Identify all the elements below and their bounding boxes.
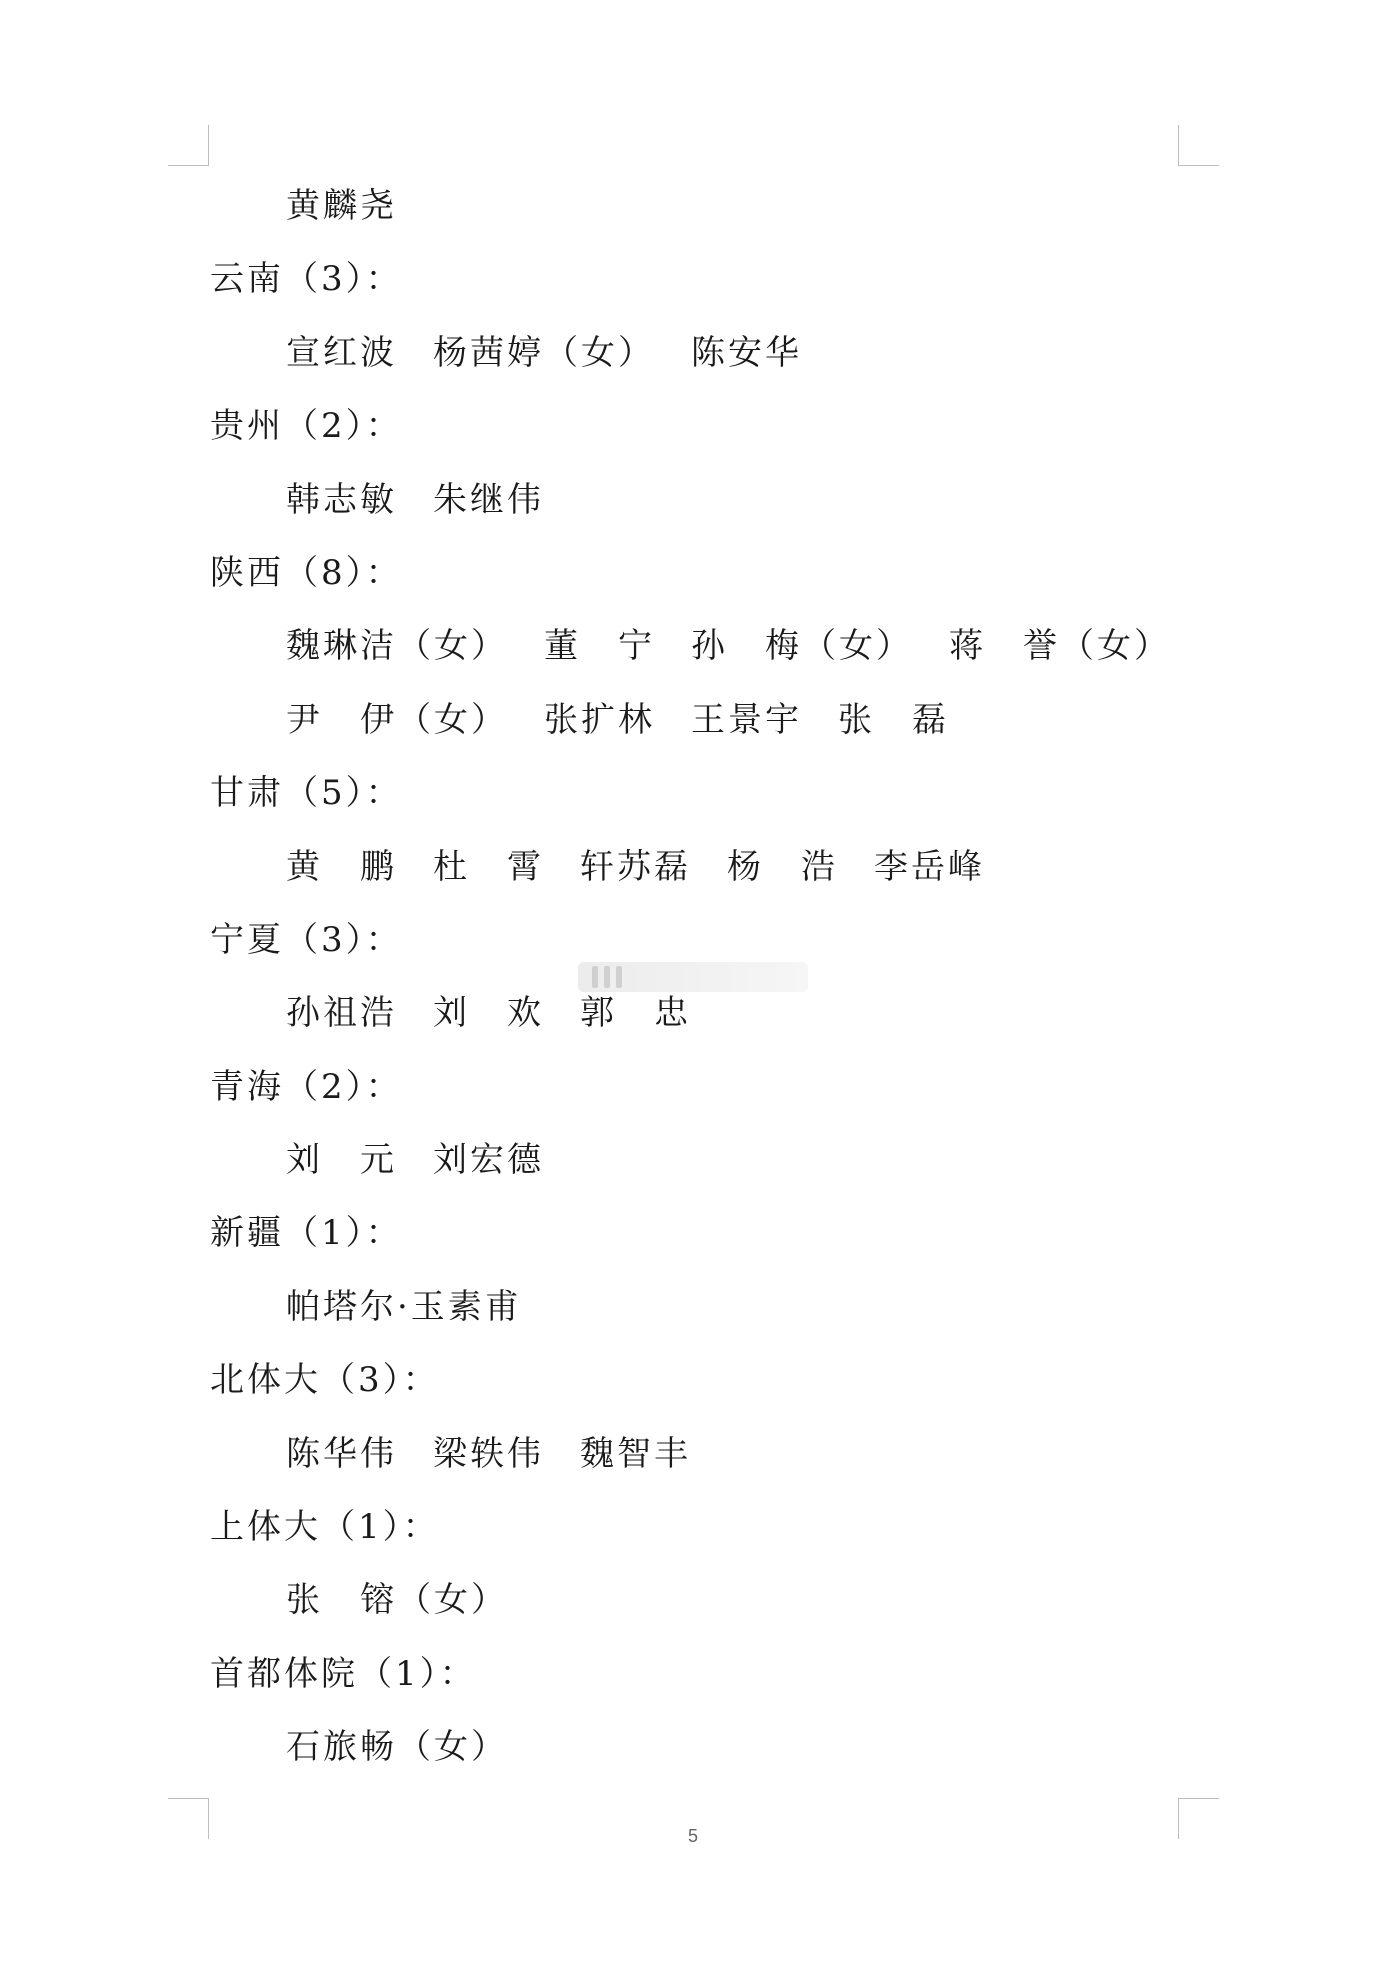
name-row <box>210 1271 1210 1344</box>
name-row <box>210 317 1210 390</box>
section-heading: 北体大（3）： <box>210 1360 440 1401</box>
person-name: 陈安华 <box>691 332 802 373</box>
person-name: 李岳峰 <box>874 846 985 887</box>
section-heading: 新疆（1）： <box>210 1213 403 1254</box>
section-heading: 贵州（2）： <box>210 406 403 447</box>
person-name: 杨 浩 <box>727 846 838 887</box>
person-name: 郭 忠 <box>580 993 691 1034</box>
person-name: 黄麟尧 <box>286 186 397 226</box>
person-name: 魏智丰 <box>580 1433 691 1474</box>
person-name: 张 磊 <box>838 699 949 740</box>
person-name: 轩苏磊 <box>580 846 691 887</box>
section-heading: 首都体院（1）： <box>210 1653 477 1694</box>
person-name: 刘 欢 <box>433 993 544 1034</box>
person-name: 杨茜婷（女） <box>433 332 655 373</box>
name-row <box>210 831 1210 904</box>
crop-mark-top-right <box>1178 125 1219 166</box>
section-heading: 甘肃（5）： <box>210 773 403 814</box>
section-heading: 陕西（8）： <box>210 552 403 593</box>
name-row <box>210 610 1210 683</box>
name-row <box>210 464 1210 537</box>
section-heading: 青海（2）： <box>210 1066 403 1107</box>
section-heading: 上体大（1）： <box>210 1507 440 1548</box>
person-name: 王景宇 <box>691 699 802 740</box>
person-name: 韩志敏 <box>286 479 397 520</box>
person-name: 刘宏德 <box>433 1140 544 1181</box>
name-row <box>210 1418 1210 1491</box>
person-name: 尹 伊（女） <box>286 699 508 740</box>
section-heading: 宁夏（3）： <box>210 919 403 960</box>
person-name: 朱继伟 <box>433 479 544 520</box>
name-row <box>210 170 1210 243</box>
person-name: 陈华伟 <box>286 1433 397 1474</box>
person-name: 董 宁 <box>544 626 655 667</box>
person-name: 张 镕（女） <box>286 1580 508 1621</box>
person-name: 孙 梅（女） <box>691 626 913 667</box>
person-name: 宣红波 <box>286 332 397 373</box>
page-number: 5 <box>687 1826 698 1846</box>
person-name: 刘 元 <box>286 1140 397 1181</box>
person-name: 石旅畅（女） <box>286 1727 508 1768</box>
name-row <box>210 1711 1210 1784</box>
person-name: 张扩林 <box>544 699 655 740</box>
person-name: 蒋 誉（女） <box>949 626 1171 667</box>
person-name: 黄 鹏 <box>286 846 397 887</box>
crop-mark-top-left <box>168 125 209 166</box>
person-name: 帕塔尔·玉素甫 <box>286 1286 522 1327</box>
person-name: 孙祖浩 <box>286 993 397 1034</box>
name-row <box>210 1564 1210 1637</box>
person-name: 杜 霄 <box>433 846 544 887</box>
person-name: 魏琳洁（女） <box>286 626 508 667</box>
person-name: 梁轶伟 <box>433 1433 544 1474</box>
section-heading: 云南（3）： <box>210 259 403 300</box>
watermark-overlay <box>578 962 808 992</box>
name-row <box>210 1124 1210 1197</box>
name-row <box>210 684 1210 757</box>
